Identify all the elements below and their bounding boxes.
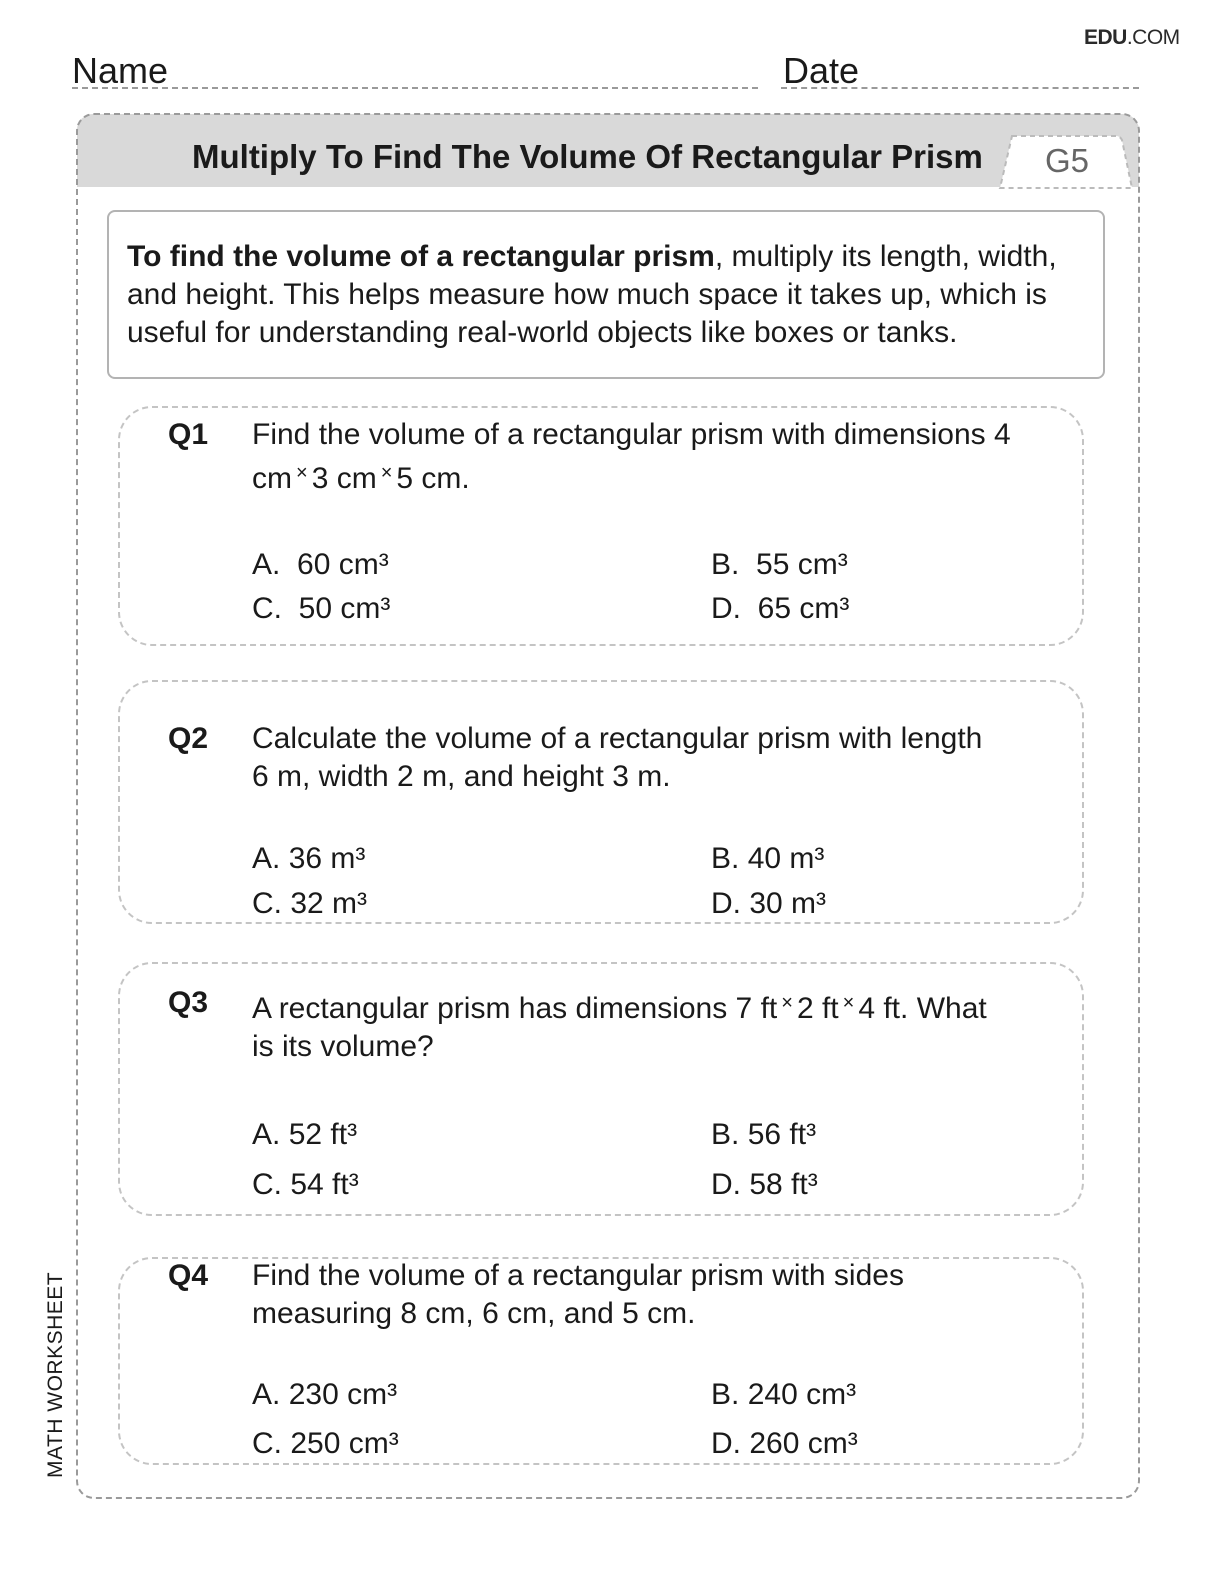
question-text-1: Find the volume of a rectangular prism with dimensions 4 cm × 3 cm × 5 cm.	[252, 418, 1011, 495]
intro-bold: To find the volume of a rectangular prism	[127, 240, 715, 273]
option-a[interactable]: A. 230 cm³	[252, 1378, 398, 1411]
intro-rest: , multiply its length, width, and height. This helps measure how much space it takes up, which is useful for understanding real-world objects like boxes or tanks.	[127, 240, 1057, 349]
brand-logo	[1084, 26, 1180, 50]
question-number-3: Q3	[168, 986, 209, 1019]
option-a[interactable]: A. 36 m³	[252, 842, 366, 875]
option-d[interactable]: D. 30 m³	[711, 887, 827, 920]
date-label: Date	[783, 50, 860, 91]
worksheet-title: Multiply To Find The Volume Of Rectangular Prism	[192, 138, 983, 175]
option-b[interactable]: B. 55 cm³	[711, 548, 848, 581]
date-field-line[interactable]	[781, 87, 1139, 89]
intro-box	[107, 210, 1105, 379]
option-c[interactable]: C. 54 ft³	[252, 1168, 359, 1201]
question-number-4: Q4	[168, 1259, 209, 1292]
name-label: Name	[72, 50, 169, 91]
question-text-2: Calculate the volume of a rectangular prism with length 6 m, width 2 m, and height 3 m.	[252, 722, 983, 793]
option-c[interactable]: C. 32 m³	[252, 887, 368, 920]
times-symbol: ×	[781, 992, 793, 1014]
option-c[interactable]: C. 250 cm³	[252, 1427, 399, 1460]
question-number-1: Q1	[168, 418, 209, 451]
option-b[interactable]: B. 56 ft³	[711, 1118, 817, 1151]
brand-rest: .COM	[1126, 26, 1180, 49]
question-text-4: Find the volume of a rectangular prism with sides measuring 8 cm, 6 cm, and 5 cm.	[252, 1259, 904, 1330]
grade-badge: G5	[1044, 142, 1090, 179]
option-d[interactable]: D. 58 ft³	[711, 1168, 818, 1201]
brand-bold: EDU	[1084, 26, 1127, 49]
times-symbol: ×	[296, 462, 308, 484]
side-label: MATH WORKSHEET	[44, 1271, 67, 1478]
times-symbol: ×	[842, 992, 855, 1014]
option-b[interactable]: B. 240 cm³	[711, 1378, 857, 1411]
question-number-2: Q2	[168, 722, 209, 755]
option-d[interactable]: D. 260 cm³	[711, 1427, 858, 1460]
option-a[interactable]: A. 60 cm³	[252, 548, 389, 581]
times-symbol: ×	[380, 462, 393, 484]
option-b[interactable]: B. 40 m³	[711, 842, 825, 875]
option-d[interactable]: D. 65 cm³	[711, 592, 850, 625]
option-c[interactable]: C. 50 cm³	[252, 592, 391, 625]
name-field-line[interactable]	[72, 87, 758, 89]
option-a[interactable]: A. 52 ft³	[252, 1118, 358, 1151]
question-text-3: A rectangular prism has dimensions 7 ft × 2 ft × 4 ft. What is its volume?	[252, 992, 987, 1063]
